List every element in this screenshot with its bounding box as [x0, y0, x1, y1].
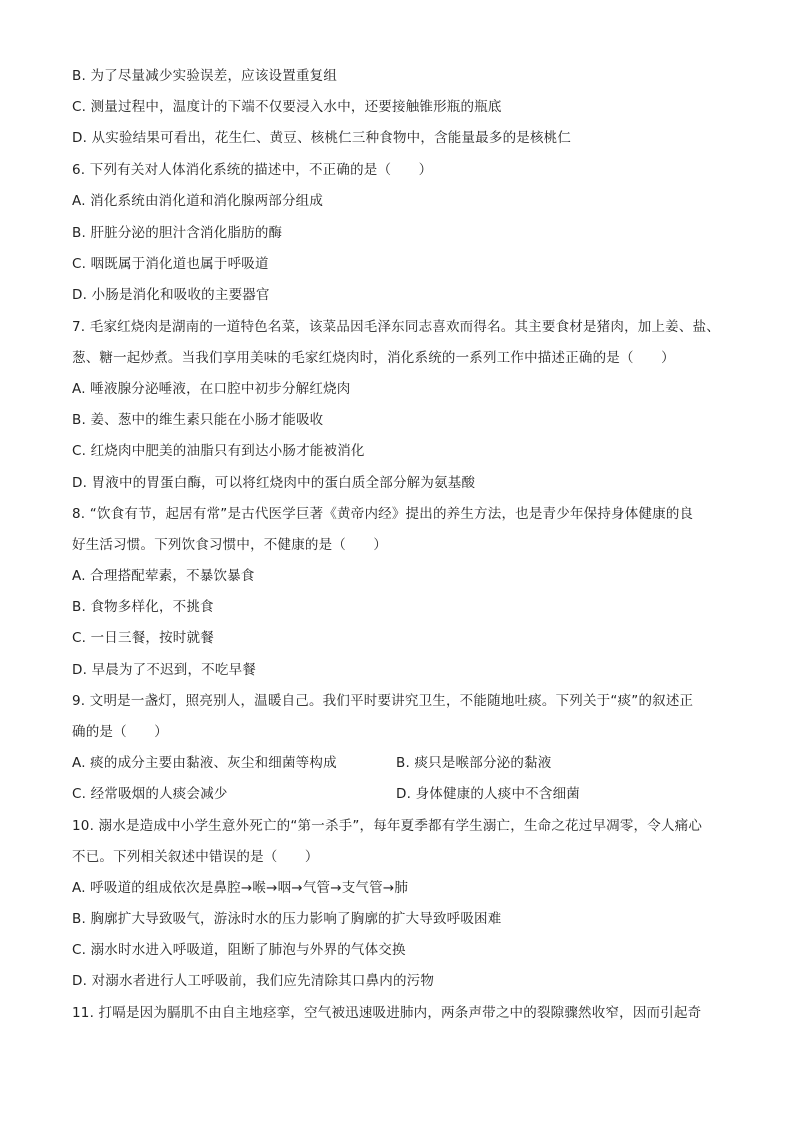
q11-stem-line1: 11. 打嗝是因为膈肌不由自主地痉挛，空气被迅速吸进肺内，两条声带之中的裂隙骤然收窄，因而引起奇 [72, 1005, 702, 1021]
q6-stem: 6. 下列有关对人体消化系统的描述中，不正确的是（ ） [72, 162, 433, 178]
q7-option-d: D. 胃液中的胃蛋白酶，可以将红烧肉中的蛋白质全部分解为氨基酸 [72, 475, 476, 491]
q10-stem-line1: 10. 溺水是造成中小学生意外死亡的“第一杀手”，每年夏季都有学生溺亡，生命之花过早凋零，令人痛心 [72, 818, 703, 834]
q6-option-d: D. 小肠是消化和吸收的主要器官 [72, 287, 270, 303]
q9-option-c: C. 经常吸烟的人痰会减少 [72, 786, 228, 802]
q8-stem-line2: 好生活习惯。下列饮食习惯中，不健康的是（ ） [72, 537, 388, 553]
q8-option-b: B. 食物多样化，不挑食 [72, 599, 214, 615]
q8-option-a: A. 合理搭配荤素，不暴饮暴食 [72, 568, 255, 584]
q9-stem-line1: 9. 文明是一盏灯，照亮别人，温暖自己。我们平时要讲究卫生，不能随地吐痰。下列关于“痰”的叙述正 [72, 693, 694, 709]
q9-option-b: B. 痰只是喉部分泌的黏液 [396, 755, 552, 771]
q10-option-d: D. 对溺水者进行人工呼吸前，我们应先清除其口鼻内的污物 [72, 973, 435, 989]
q10-stem-line2: 不已。下列相关叙述中错误的是（ ） [72, 849, 319, 865]
q5-option-d: D. 从实验结果可看出，花生仁、黄豆、核桃仁三种食物中，含能量最多的是核桃仁 [72, 130, 572, 146]
q10-option-c: C. 溺水时水进入呼吸道，阻断了肺泡与外界的气体交换 [72, 942, 406, 958]
q6-option-a: A. 消化系统由消化道和消化腺两部分组成 [72, 193, 324, 209]
q7-option-a: A. 唾液腺分泌唾液，在口腔中初步分解红烧肉 [72, 381, 351, 397]
q8-option-d: D. 早晨为了不迟到，不吃早餐 [72, 662, 256, 678]
q5-option-b: B. 为了尽量减少实验误差，应该设置重复组 [72, 68, 338, 84]
q9-option-a: A. 痰的成分主要由黏液、灰尘和细菌等构成 [72, 755, 337, 771]
q9-stem-line2: 确的是（ ） [72, 724, 168, 740]
q8-stem-line1: 8. “饮食有节，起居有常”是古代医学巨著《黄帝内经》提出的养生方法，也是青少年保持身体健康的良 [72, 506, 694, 522]
q7-stem-line1: 7. 毛家红烧肉是湖南的一道特色名菜，该菜品因毛泽东同志喜欢而得名。其主要食材是猪肉，加上姜、盐、 [72, 319, 720, 335]
q9-option-d: D. 身体健康的人痰中不含细菌 [396, 786, 580, 802]
q6-option-c: C. 咽既属于消化道也属于呼吸道 [72, 256, 269, 272]
q10-option-b: B. 胸廓扩大导致吸气，游泳时水的压力影响了胸廓的扩大导致呼吸困难 [72, 911, 502, 927]
q10-option-a: A. 呼吸道的组成依次是鼻腔→喉→咽→气管→支气管→肺 [72, 880, 409, 896]
q7-option-b: B. 姜、葱中的维生素只能在小肠才能吸收 [72, 412, 324, 428]
q5-option-c: C. 测量过程中，温度计的下端不仅要浸入水中，还要接触锥形瓶的瓶底 [72, 99, 502, 115]
q7-stem-line2: 葱、糖一起炒煮。当我们享用美味的毛家红烧肉时，消化系统的一系列工作中描述正确的是（ ） [72, 350, 675, 366]
q6-option-b: B. 肝脏分泌的胆汁含消化脂肪的酶 [72, 225, 283, 241]
q7-option-c: C. 红烧肉中肥美的油脂只有到达小肠才能被消化 [72, 443, 365, 459]
q8-option-c: C. 一日三餐，按时就餐 [72, 630, 214, 646]
